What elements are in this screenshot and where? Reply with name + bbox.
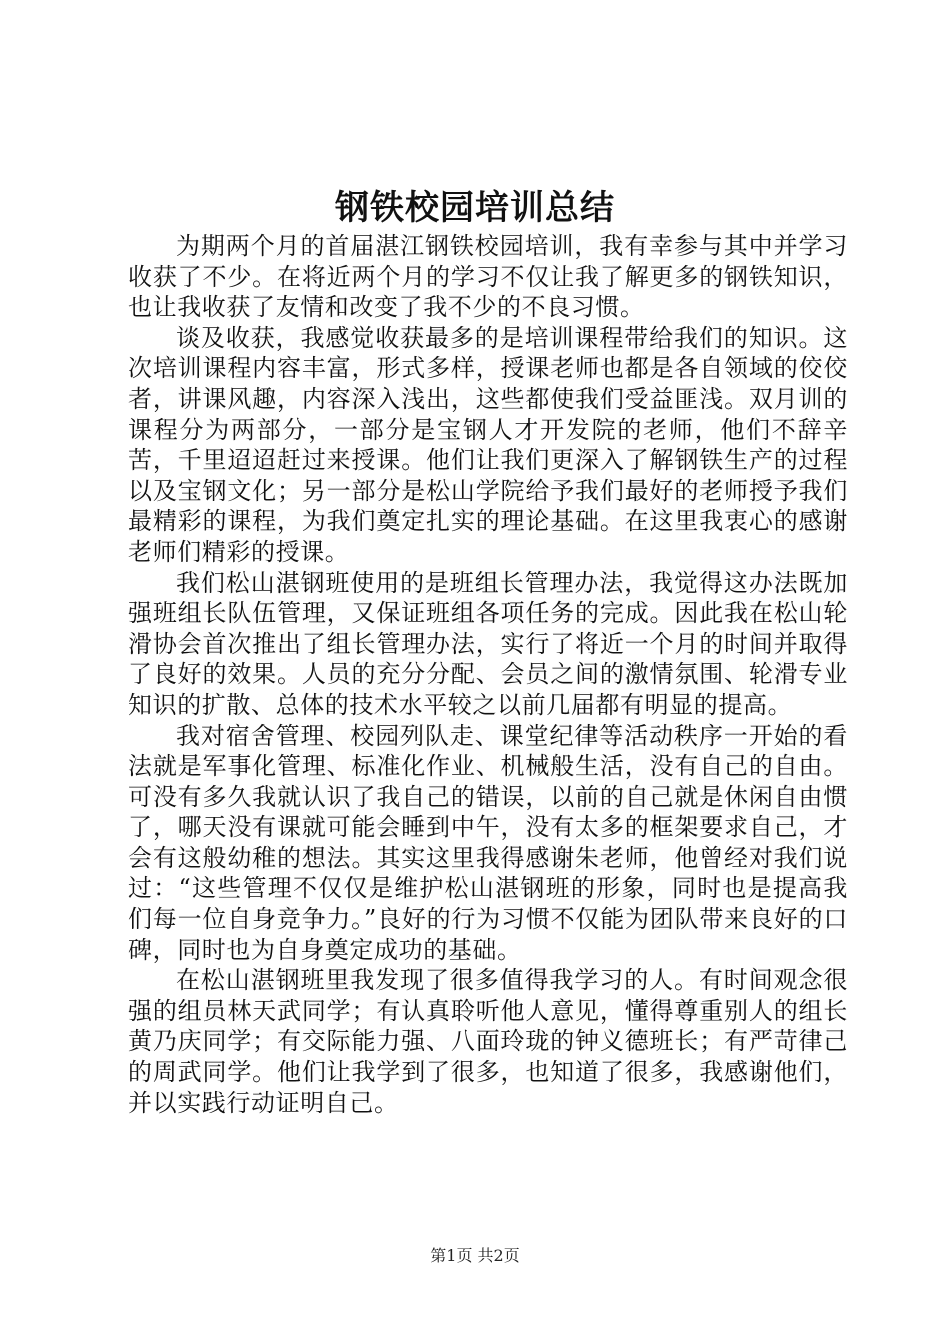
- paragraph-3: 我们松山湛钢班使用的是班组长管理办法，我觉得这办法既加强班组长队伍管理，又保证班组各项任务的完成。因此我在松山轮滑协会首次推出了组长管理办法，实行了将近一个月的时间并取得了良好的效果。人员的充分分配、会员之间的激情氛围、轮滑专业知识的扩散、总体的技术水平较之以前几届都有明显的提高。: [128, 568, 848, 719]
- document-title: 钢铁校园培训总结: [335, 188, 615, 228]
- paragraph-5: 在松山湛钢班里我发现了很多值得我学习的人。有时间观念很强的组员林天武同学；有认真聆听他人意见，懂得尊重别人的组长黄乃庆同学；有交际能力强、八面玲珑的钟义德班长；有严苛律己的周武同学。他们让我学到了很多，也知道了很多，我感谢他们，并以实践行动证明自己。: [128, 966, 848, 1117]
- paragraph-2: 谈及收获，我感觉收获最多的是培训课程带给我们的知识。这次培训课程内容丰富，形式多样，授课老师也都是各自领域的佼佼者，讲课风趣，内容深入浅出，这些都使我们受益匪浅。双月训的课程分为两部分，一部分是宝钢人才开发院的老师，他们不辞辛苦，千里迢迢赶过来授课。他们让我们更深入了解钢铁生产的过程以及宝钢文化；另一部分是松山学院给予我们最好的老师授予我们最精彩的课程，为我们奠定扎实的理论基础。在这里我衷心的感谢老师们精彩的授课。: [128, 323, 848, 566]
- paragraph-4: 我对宿舍管理、校园列队走、课堂纪律等活动秩序一开始的看法就是军事化管理、标准化作业、机械般生活，没有自己的自由。可没有多久我就认识了我自己的错误，以前的自己就是休闲自由惯了，哪天没有课就可能会睡到中午，没有太多的框架要求自己，才会有这般幼稚的想法。其实这里我得感谢朱老师，他曾经对我们说过：“这些管理不仅仅是维护松山湛钢班的形象，同时也是提高我们每一位自身竞争力。”良好的行为习惯不仅能为团队带来良好的口碑，同时也为自身奠定成功的基础。: [128, 721, 848, 964]
- paragraph-1: 为期两个月的首届湛江钢铁校园培训，我有幸参与其中并学习收获了不少。在将近两个月的学习不仅让我了解更多的钢铁知识，也让我收获了友情和改变了我不少的不良习惯。: [128, 232, 848, 322]
- document-body: [128, 231, 848, 1118]
- page-number-footer: 第1页 共2页: [430, 1246, 520, 1265]
